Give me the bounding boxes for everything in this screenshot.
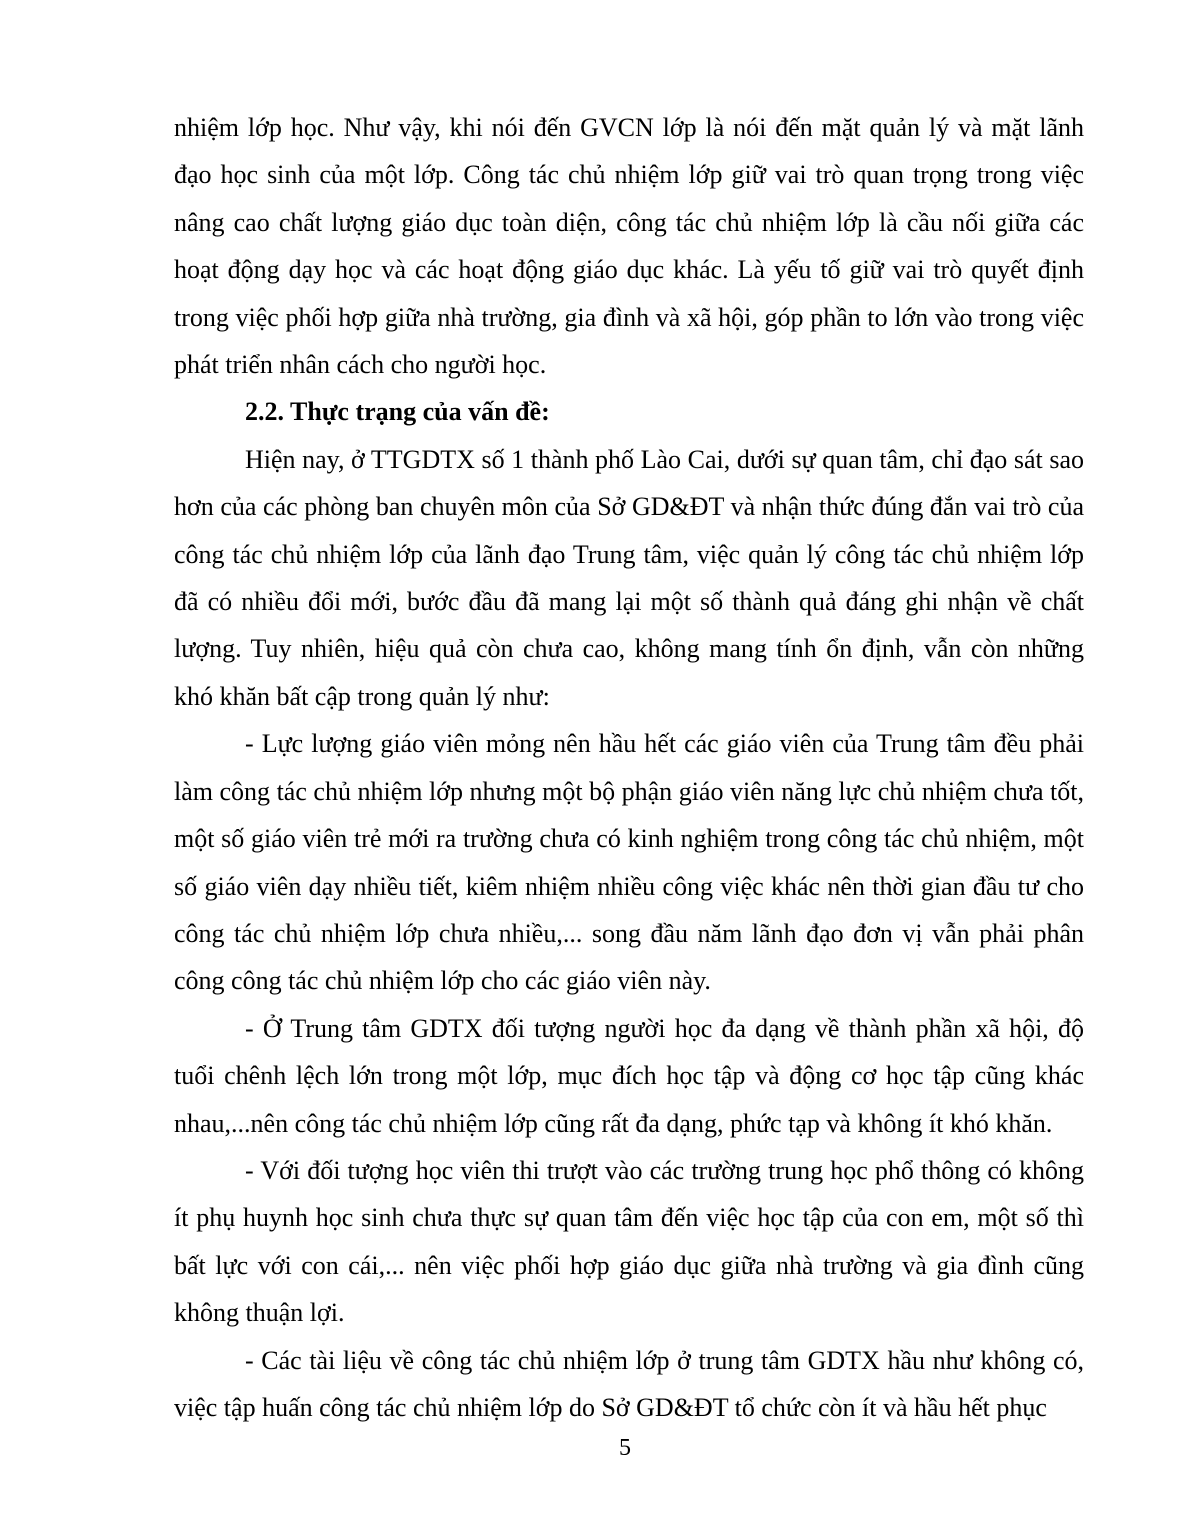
page-number: 5 (619, 1435, 631, 1461)
body-paragraph-continuation: nhiệm lớp học. Như vậy, khi nói đến GVCN lớp là nói đến mặt quản lý và mặt lãnh đạo học sinh của một lớp. Công tác chủ nhiệm lớp giữ vai trò quan trọng trong việc nâng cao chất lượng giáo dục toàn diện, công tác chủ nhiệm lớp là cầu nối giữa các hoạt động dạy học và các hoạt động giáo dục khác. Là yếu tố giữ vai trò quyết định trong việc phối hợp giữa nhà trường, gia đình và xã hội, góp phần to lớn vào trong việc phát triển nhân cách cho người học. (174, 113, 1084, 380)
body-paragraph-intro: Hiện nay, ở TTGDTX số 1 thành phố Lào Cai, dưới sự quan tâm, chỉ đạo sát sao hơn của các phòng ban chuyên môn của Sở GD&ĐT và nhận thức đúng đắn vai trò của công tác chủ nhiệm lớp của lãnh đạo Trung tâm, việc quản lý công tác chủ nhiệm lớp đã có nhiều đổi mới, bước đầu đã mang lại một số thành quả đáng ghi nhận về chất lượng. Tuy nhiên, hiệu quả còn chưa cao, không mang tính ổn định, vẫn còn những khó khăn bất cập trong quản lý như: (174, 444, 1084, 711)
section-heading-2-2: 2.2. Thực trạng của vấn đề: (245, 397, 550, 427)
document-page (174, 104, 1084, 1431)
bullet-paragraph-learners: - Ở Trung tâm GDTX đối tượng người học đa dạng về thành phần xã hội, độ tuổi chênh lệch lớn trong một lớp, mục đích học tập và động cơ học tập cũng khác nhau,...nên công tác chủ nhiệm lớp cũng rất đa dạng, phức tạp và không ít khó khăn. (174, 1013, 1084, 1138)
bullet-paragraph-teachers: - Lực lượng giáo viên mỏng nên hầu hết các giáo viên của Trung tâm đều phải làm công tác chủ nhiệm lớp nhưng một bộ phận giáo viên năng lực chủ nhiệm chưa tốt, một số giáo viên trẻ mới ra trường chưa có kinh nghiệm trong công tác chủ nhiệm, một số giáo viên dạy nhiều tiết, kiêm nhiệm nhiều công việc khác nên thời gian đầu tư cho công tác chủ nhiệm lớp chưa nhiều,... song đầu năm lãnh đạo đơn vị vẫn phải phân công công tác chủ nhiệm lớp cho các giáo viên này. (174, 729, 1084, 996)
bullet-paragraph-documents: - Các tài liệu về công tác chủ nhiệm lớp ở trung tâm GDTX hầu như không có, việc tập huấn công tác chủ nhiệm lớp do Sở GD&ĐT tổ chức còn ít và hầu hết phục (174, 1345, 1084, 1422)
bullet-paragraph-parents: - Với đối tượng học viên thi trượt vào các trường trung học phổ thông có không ít phụ huynh học sinh chưa thực sự quan tâm đến việc học tập của con em, một số thì bất lực với con cái,... nên việc phối hợp giáo dục giữa nhà trường và gia đình cũng không thuận lợi. (174, 1155, 1084, 1328)
